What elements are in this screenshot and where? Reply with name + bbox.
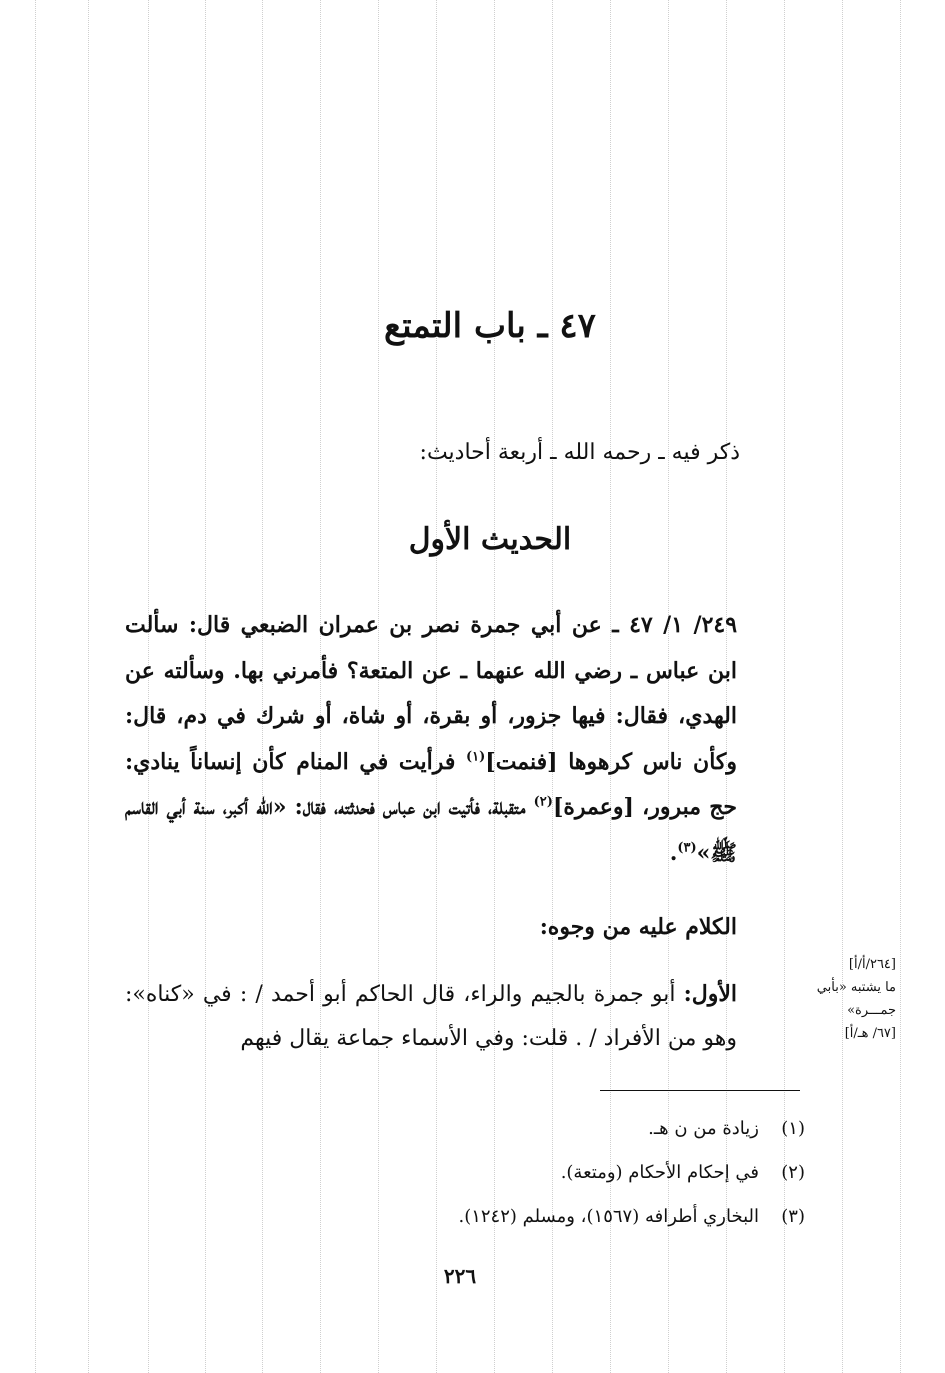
footnote-ref[interactable]: (٢) [533, 794, 553, 810]
hadith-text-part: ٢٤٩/ ١/ ٤٧ ـ عن أبي جمرة نصر بن عمران الضبعي قال: سألت ابن عباس ـ رضي الله عنهما ـ عن المتعة؟ فأمرني بها. وسألته عن الهدي، فقال: فيها جزور، أو بقرة، أو شاة، أو شرك في دم، قال: وكأن ناس كرهوها [فنمت] [125, 612, 738, 775]
footnote-number: (١) [781, 1118, 805, 1139]
chapter-intro: ذكر فيه ـ رحمه الله ـ أربعة أحاديث: [419, 440, 740, 465]
margin-guide-line [842, 0, 843, 1373]
page-number: ٢٢٦ [443, 1264, 477, 1288]
margin-guide-line [900, 0, 901, 1373]
margin-note-line: [٢٦٤/أ/أ] [848, 957, 896, 972]
section-title: الحديث الأول [408, 522, 572, 557]
margin-note [808, 953, 896, 1045]
footnote-ref[interactable]: (٣) [677, 840, 697, 856]
footnote-item [205, 1151, 805, 1195]
footnote-item [205, 1195, 805, 1239]
hadith-text-part: . [669, 839, 678, 866]
margin-guide-line [88, 0, 89, 1373]
discussion-lead: الأول: [683, 981, 737, 1007]
footnote-text: زيادة من ن هـ. [648, 1118, 759, 1139]
margin-note-line: جمـــرة» [847, 1003, 896, 1018]
footnote-number: (٢) [781, 1162, 805, 1183]
footnotes [205, 1107, 805, 1239]
hadith-text-part: فرأيت في المنام كأن إنساناً ينادي: حج مبرور، [وعمرة] [125, 748, 737, 820]
footnote-ref[interactable]: (١) [465, 749, 486, 765]
discussion-heading: الكلام عليه من وجوه: [539, 914, 737, 940]
margin-note-line: ما يشتبه «بأبي [816, 980, 896, 995]
chapter-title: ٤٧ ـ باب التمتع [384, 306, 596, 346]
footnote-number: (٣) [781, 1206, 805, 1227]
hadith-text [125, 603, 737, 876]
margin-guide-line [35, 0, 36, 1373]
footnote-text: البخاري أطرافه (١٥٦٧)، ومسلم (١٢٤٢). [458, 1206, 759, 1227]
footnote-divider [600, 1090, 800, 1091]
footnote-item [205, 1107, 805, 1151]
discussion-body: أبو جمرة بالجيم والراء، قال الحاكم أبو أحمد / : في «كناه»: وهو من الأفراد / . قلت: وفي الأسماء جماعة يقال فيهم [125, 982, 737, 1051]
discussion-text [125, 972, 737, 1061]
hadith-text-part: متقبلة، فأتيت ابن عباس فحدثته، فقال: «الله أكبر، سنة أبي القاسم ﷺ» [125, 794, 737, 866]
margin-note-line: [٦٧/ هـ/أ] [844, 1026, 896, 1041]
footnote-text: في إحكام الأحكام (ومتعة). [560, 1162, 759, 1183]
